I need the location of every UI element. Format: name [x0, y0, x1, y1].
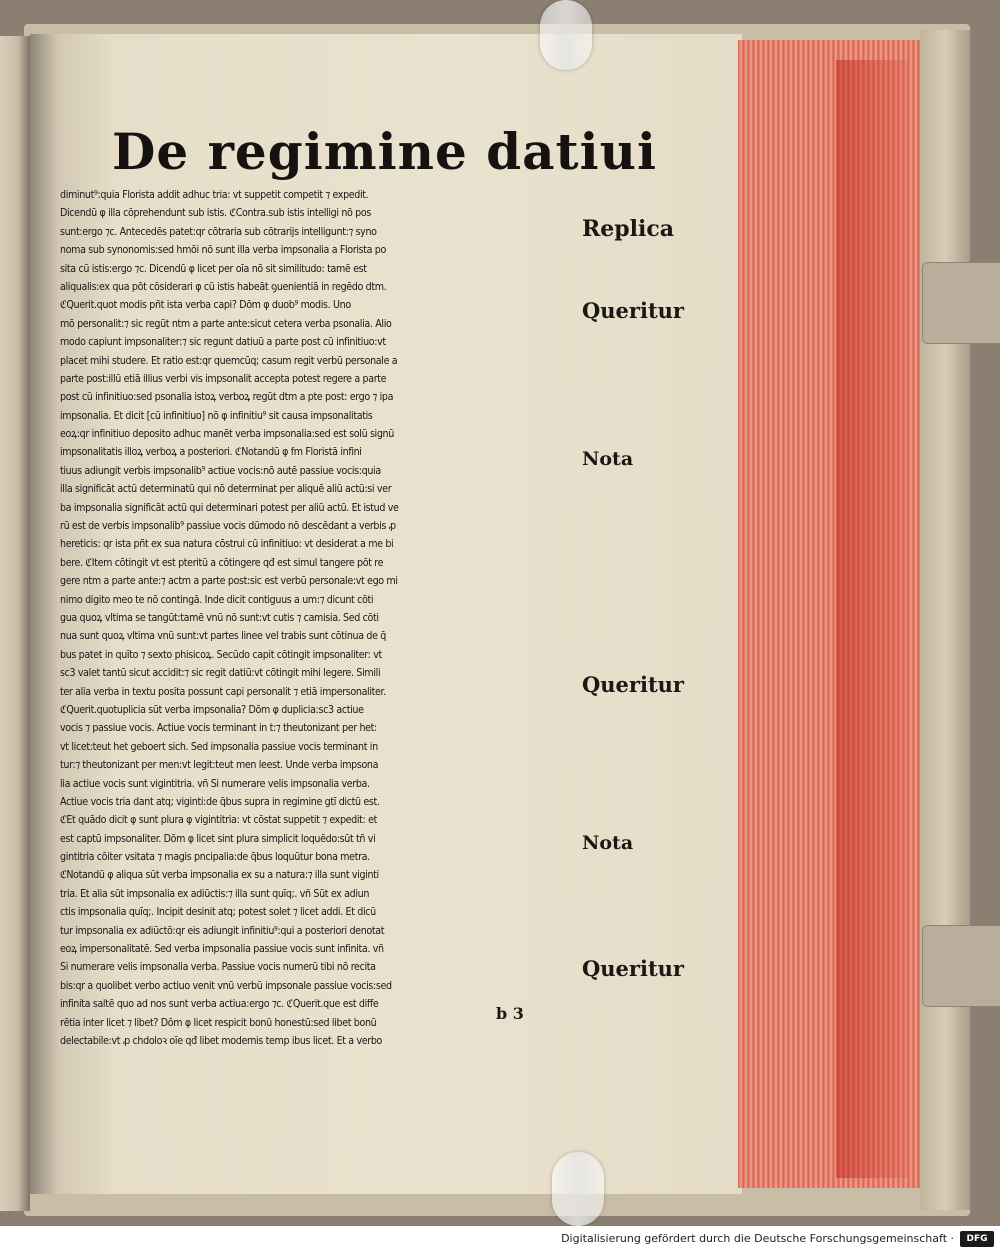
body-text — [60, 186, 580, 1050]
margin-note-queritur-3: Queritur — [582, 956, 684, 981]
text-line: ctis impsonalia quīq;. Incipit desinit atq; potest solet ⁊ licet addi. Et dicū — [60, 906, 376, 919]
text-line: modo capiunt impsonaliter:⁊ sic regunt datiuū a parte post cū infinitiuo:vt — [60, 336, 386, 349]
text-line: impsonalia. Et dicit [cū infinitiuo] nō φ infinitiu⁹ sit causa impsonalitatis — [60, 409, 373, 422]
text-line: diminut⁹:quia Florista addit adhuc tria: vt suppetit competit ⁊ expedit. — [60, 189, 369, 201]
margin-note-replica: Replica — [582, 216, 675, 242]
text-line: ℭQuerit.quotuplicia sūt verba impsonalia? Dōm φ duplicia:sc3 actiue — [60, 703, 364, 716]
text-line: aliqualis:ex qua pōt cōsiderari φ cū istis habeāt ꝯuenientiā in regēdo dtm. — [60, 280, 387, 293]
text-line: bus patet in quīto ⁊ sexto phisicoꝝ. Secūdo capit cōtingit impsonaliter: vt — [60, 648, 382, 661]
left-page-edge — [0, 36, 30, 1211]
text-line: tiuus adiungit verbis impsonalib⁹ actiue vocis:nō autē passiue vocis:quia — [60, 464, 381, 477]
text-line: sc3 valet tantū sicut accidit:⁊ sic regit datiū:vt cōtingit mihi legere. Simili — [60, 667, 381, 680]
glass-holder-top — [540, 0, 592, 70]
text-line: mō personalit:⁊ sic regūt ntm a parte ante:sicut cetera verba psonalia. Alio — [60, 317, 392, 330]
margin-note-nota-1: Nota — [582, 448, 634, 470]
text-line: Dicendū φ illa cōprehendunt sub istis. ℭContra.sub istis intelligi nō pos — [60, 207, 371, 220]
text-line: Actiue vocis tria dant atq; viginti:de q̄bus supra in regimine gtī dictū est. — [60, 795, 380, 808]
text-line: parte post:illū etiā illius verbi vis impsonalit accepta potest regere a parte — [60, 372, 387, 385]
text-line: nimo digito meo te nō contingā. Inde dicit contiguus a um:⁊ dicunt cōti — [60, 593, 374, 606]
text-line: ℭQuerit.quot modis pñt ista verba capi? Dōm φ duob⁹ modis. Uno — [60, 299, 351, 312]
text-line: ℭNotandū φ aliqua sūt verba impsonalia ex su a natura:⁊ illa sunt viginti — [60, 869, 379, 882]
text-line: bere. ℭItem cōtingit vt est pteritū a cōtingere qđ est simul tangere pōt re — [60, 556, 384, 569]
text-line: eoꝝ impersonalitatē. Sed verba impsonalia passiue vocis sunt infinita. vñ — [60, 943, 384, 956]
text-line: tur impsonalia ex adiūctō:qr eis adiungit infinitiu⁹:qui a posteriori denotat — [60, 924, 385, 937]
text-line: post cū infinitiuo:sed psonalia istoꝝ verboꝝ regūt dtm a pte post: ergo ⁊ ipa — [60, 391, 394, 404]
text-line: gere ntm a parte ante:⁊ actm a parte post:sic est verbū personale:vt ego mi — [60, 575, 398, 588]
clasp-bottom — [922, 925, 1000, 1007]
text-line: sita cū istis:ergo ⁊c. Dicendū φ licet per oīa nō sit similitudo: tamē est — [60, 262, 367, 275]
margin-note-queritur-1: Queritur — [582, 298, 684, 323]
margin-note-nota-2: Nota — [582, 832, 634, 854]
text-line: tria. Et alia sūt impsonalia ex adiūctis:⁊ illa sunt quīq;. vñ Sūt ex adiun — [60, 887, 370, 900]
text-line: ter alia verba in textu posita possunt capi personalit ⁊ etiā impersonaliter. — [60, 685, 386, 698]
page-title: De regimine datiui — [112, 122, 657, 181]
text-line: est captū impsonaliter. Dōm φ licet sint plura simplicit loquēdo:sūt tñ vi — [60, 832, 376, 845]
text-line: Si numerare velis impsonalia verba. Passiue vocis numerū tibi nō recita — [60, 961, 376, 974]
text-line: vocis ⁊ passiue vocis. Actiue vocis terminant in t:⁊ theutonizant per het: — [60, 722, 377, 735]
text-line: sunt:ergo ⁊c. Antecedēs patet:qr cōtraria sub cōtrarijs intelligunt:⁊ syno — [60, 225, 377, 238]
text-line: bis:qr a quolibet verbo actiuo venit vnū verbū impsonale passiue vocis:sed — [60, 979, 392, 992]
text-line: gua quoꝝ vltima se tangūt:tamē vnū nō sunt:vt cutis ⁊ camisia. Sed cōti — [60, 611, 379, 624]
text-line: illa significāt actū determinatū qui nō determinat per aliquē aliū actū:si ver — [60, 483, 392, 496]
text-line: nua sunt quoꝝ vltima vnū sunt:vt partes linee vel trabis sunt cōtinua de q̄ — [60, 630, 386, 643]
text-line: vt licet:teut het geboert sich. Sed impsonalia passiue vocis terminant in — [60, 740, 378, 753]
glass-holder-bottom — [552, 1152, 604, 1226]
text-line: impsonalitatis illoꝝ verboꝝ a posteriori. ℭNotandū φ fm Floristā infini — [60, 446, 362, 459]
clasp-top — [922, 262, 1000, 344]
text-line: hereticis: qr ista pñt ex sua natura cōstrui cū infinitiuo: vt desiderat a me bi — [60, 538, 394, 551]
text-line: placet mihi studere. Et ratio est:qr quemcūq; casum regit verbū personale a — [60, 354, 398, 367]
text-line: rū est de verbis impsonalib⁹ passiue vocis dūmodo nō descēdant a verbis ꝓ — [60, 520, 396, 533]
dfg-logo: DFG — [960, 1231, 994, 1247]
page-edge-shadow — [836, 60, 908, 1178]
text-line: noma sub synonomis:sed hmōi nō sunt illa verba impsonalia a Florista po — [60, 244, 386, 257]
footer-bar — [0, 1226, 1000, 1253]
margin-note-queritur-2: Queritur — [582, 672, 684, 697]
text-line: infinita saltē quo ad nos sunt verba actiua:ergo ⁊c. ℭQuerit.que est diffe — [60, 998, 379, 1011]
text-line: tur:⁊ theutonizant per men:vt legit:teut men leest. Unde verba impsona — [60, 759, 379, 772]
text-line: delectabile:vt ꝓ chdoloꝛ oīe qđ libet modernis temp ibus licet. Et a verbo — [60, 1034, 383, 1047]
text-line: ℭEt quādo dicit φ sunt plura φ vigintitria: vt cōstat suppetit ⁊ expedit: et — [60, 814, 377, 827]
text-line: eoꝝ:qr infinitiuo deposito adhuc manēt verba impsonalia:sed est solū signū — [60, 428, 394, 441]
text-line: rētia inter licet ⁊ libet? Dōm φ licet respicit bonū honestū:sed libet bonū — [60, 1016, 377, 1029]
text-line: ba impsonalia significāt actū qui determinari potest per aliū actū. Et istud ve — [60, 501, 399, 514]
signature-mark: b 3 — [496, 1004, 524, 1023]
cover-fore-edge — [920, 30, 970, 1210]
text-line: lia actiue vocis sunt vigintitria. vñ Si numerare velis impsonalia verba. — [60, 777, 370, 790]
footer-credit: Digitalisierung gefördert durch die Deutsche Forschungsgemeinschaft · — [561, 1232, 954, 1245]
text-line: gintitria cōiter vsitata ⁊ magis pncipalia:de q̄bus loquūtur bona metra. — [60, 851, 370, 864]
